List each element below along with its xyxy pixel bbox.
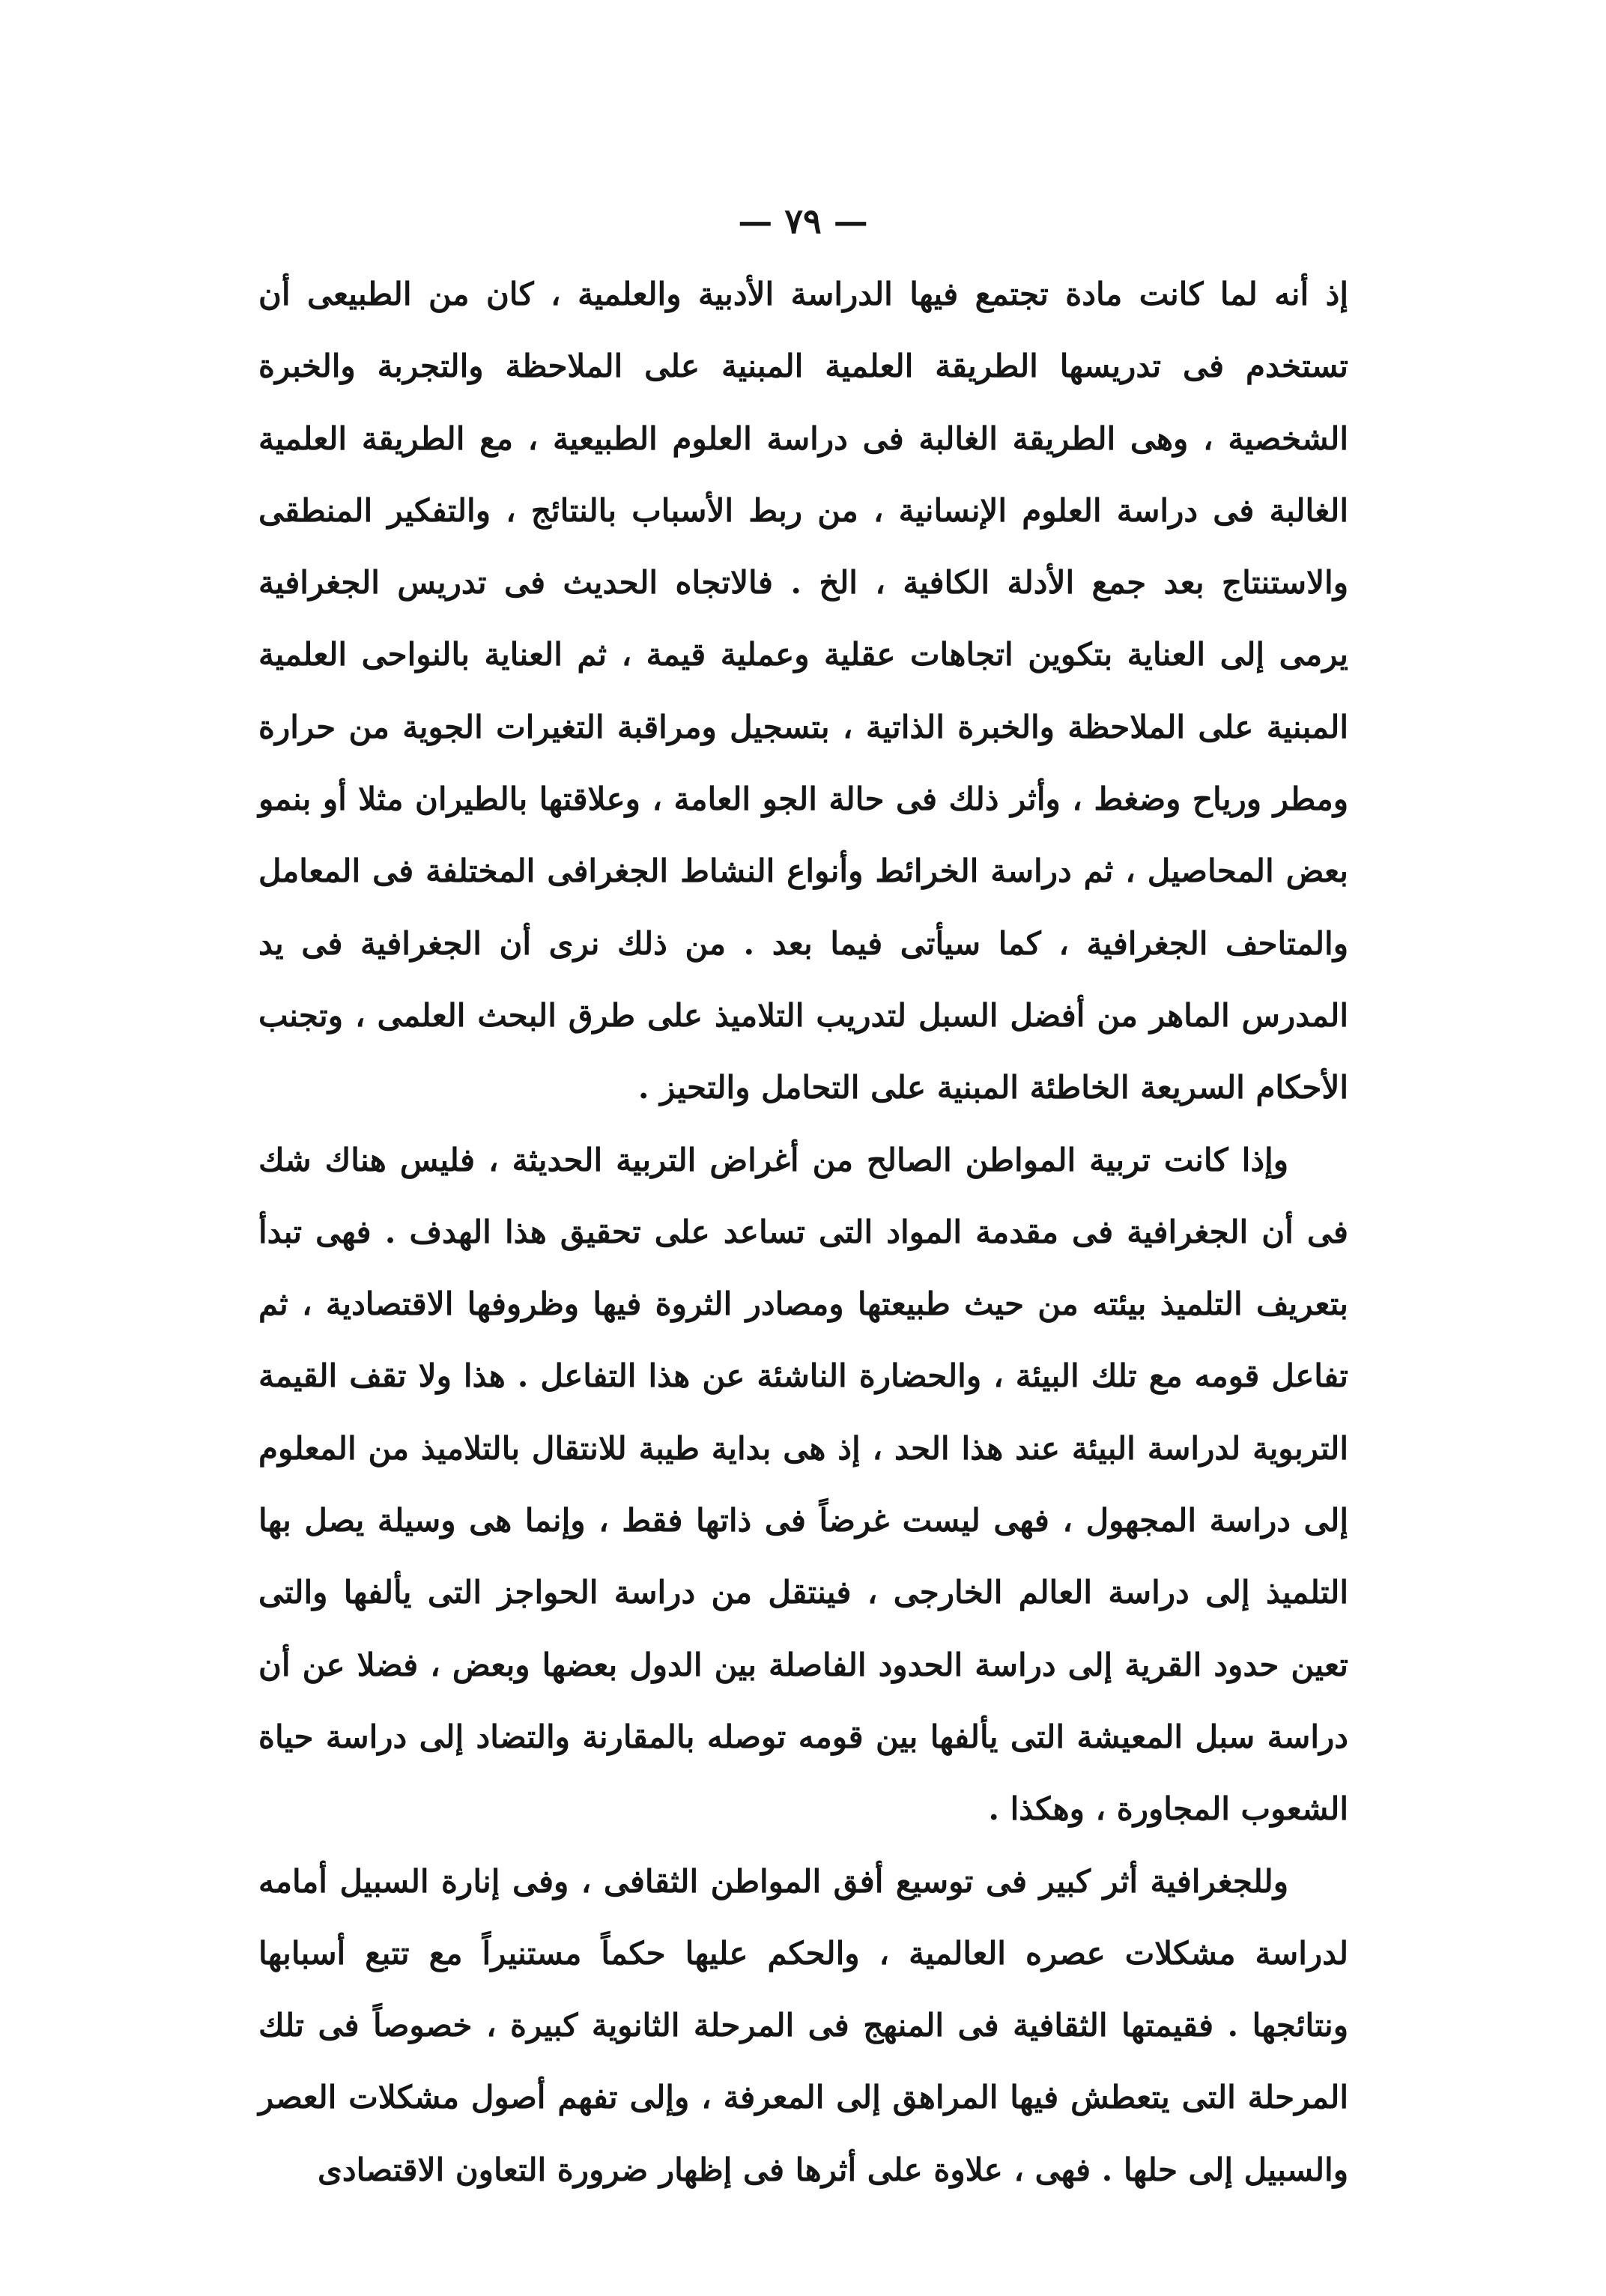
- paragraph-3: وللجغرافية أثر كبير فى توسيع أفق المواطن الثقافى ، وفى إنارة السبيل أمامه لدراسة مشكلات عصره العالمية ، والحكم عليها حكماً مستنيراً مع تتبع أسبابها ونتائجها . فقيمتها الثقافية فى المنهج فى المرحلة الثانوية كبيرة ، خصوصاً فى تلك المرحلة التى يتعطش فيها المراهق إلى المعرفة ، وإلى تفهم أصول مشكلات العصر والسبيل إلى حلها . فهى ، علاوة على أثرها فى إظهار ضرورة التعاون الاقتصادى: [258, 1862, 1348, 2188]
- paragraph-2: وإذا كانت تربية المواطن الصالح من أغراض التربية الحديثة ، فليس هناك شك فى أن الجغرافية فى مقدمة المواد التى تساعد على تحقيق هذا الهدف . فهى تبدأ بتعريف التلميذ بيئته من حيث طبيعتها ومصادر الثروة فيها وظروفها الاقتصادية ، ثم تفاعل قومه مع تلك البيئة ، والحضارة الناشئة عن هذا التفاعل . هذا ولا تقف القيمة التربوية لدراسة البيئة عند هذا الحد ، إذ هى بداية طيبة للانتقال بالتلاميذ من المعلوم إلى دراسة المجهول ، فهى ليست غرضاً فى ذاتها فقط ، وإنما هى وسيلة يصل بها التلميذ إلى دراسة العالم الخارجى ، فينتقل من دراسة الحواجز التى يألفها والتى تعين حدود القرية إلى دراسة الحدود الفاصلة بين الدول بعضها وبعض ، فضلا عن أن دراسة سبل المعيشة التى يألفها بين قومه توصله بالمقارنة والتضاد إلى دراسة حياة الشعوب المجاورة ، وهكذا .: [258, 1141, 1348, 1828]
- page-number: — ٧٩ —: [738, 201, 868, 241]
- paragraph-1: إذ أنه لما كانت مادة تجتمع فيها الدراسة الأدبية والعلمية ، كان من الطبيعى أن تستخدم فى تدريسها الطريقة العلمية المبنية على الملاحظة والتجربة والخبرة الشخصية ، وهى الطريقة الغالبة فى دراسة العلوم الطبيعية ، مع الطريقة العلمية الغالبة فى دراسة العلوم الإنسانية ، من ربط الأسباب بالنتائج ، والتفكير المنطقى والاستنتاج بعد جمع الأدلة الكافية ، الخ . فالاتجاه الحديث فى تدريس الجغرافية يرمى إلى العناية بتكوين اتجاهات عقلية وعملية قيمة ، ثم العناية بالنواحى العلمية المبنية على الملاحظة والخبرة الذاتية ، بتسجيل ومراقبة التغيرات الجوية من حرارة ومطر ورياح وضغط ، وأثر ذلك فى حالة الجو العامة ، وعلاقتها بالطيران مثلا أو بنمو بعض المحاصيل ، ثم دراسة الخرائط وأنواع النشاط الجغرافى المختلفة فى المعامل والمتاحف الجغرافية ، كما سيأتى فيما بعد . من ذلك نرى أن الجغرافية فى يد المدرس الماهر من أفضل السبل لتدريب التلاميذ على طرق البحث العلمى ، وتجنب الأحكام السريعة الخاطئة المبنية على التحامل والتحيز .: [258, 276, 1348, 1106]
- body-text: [258, 258, 1348, 2206]
